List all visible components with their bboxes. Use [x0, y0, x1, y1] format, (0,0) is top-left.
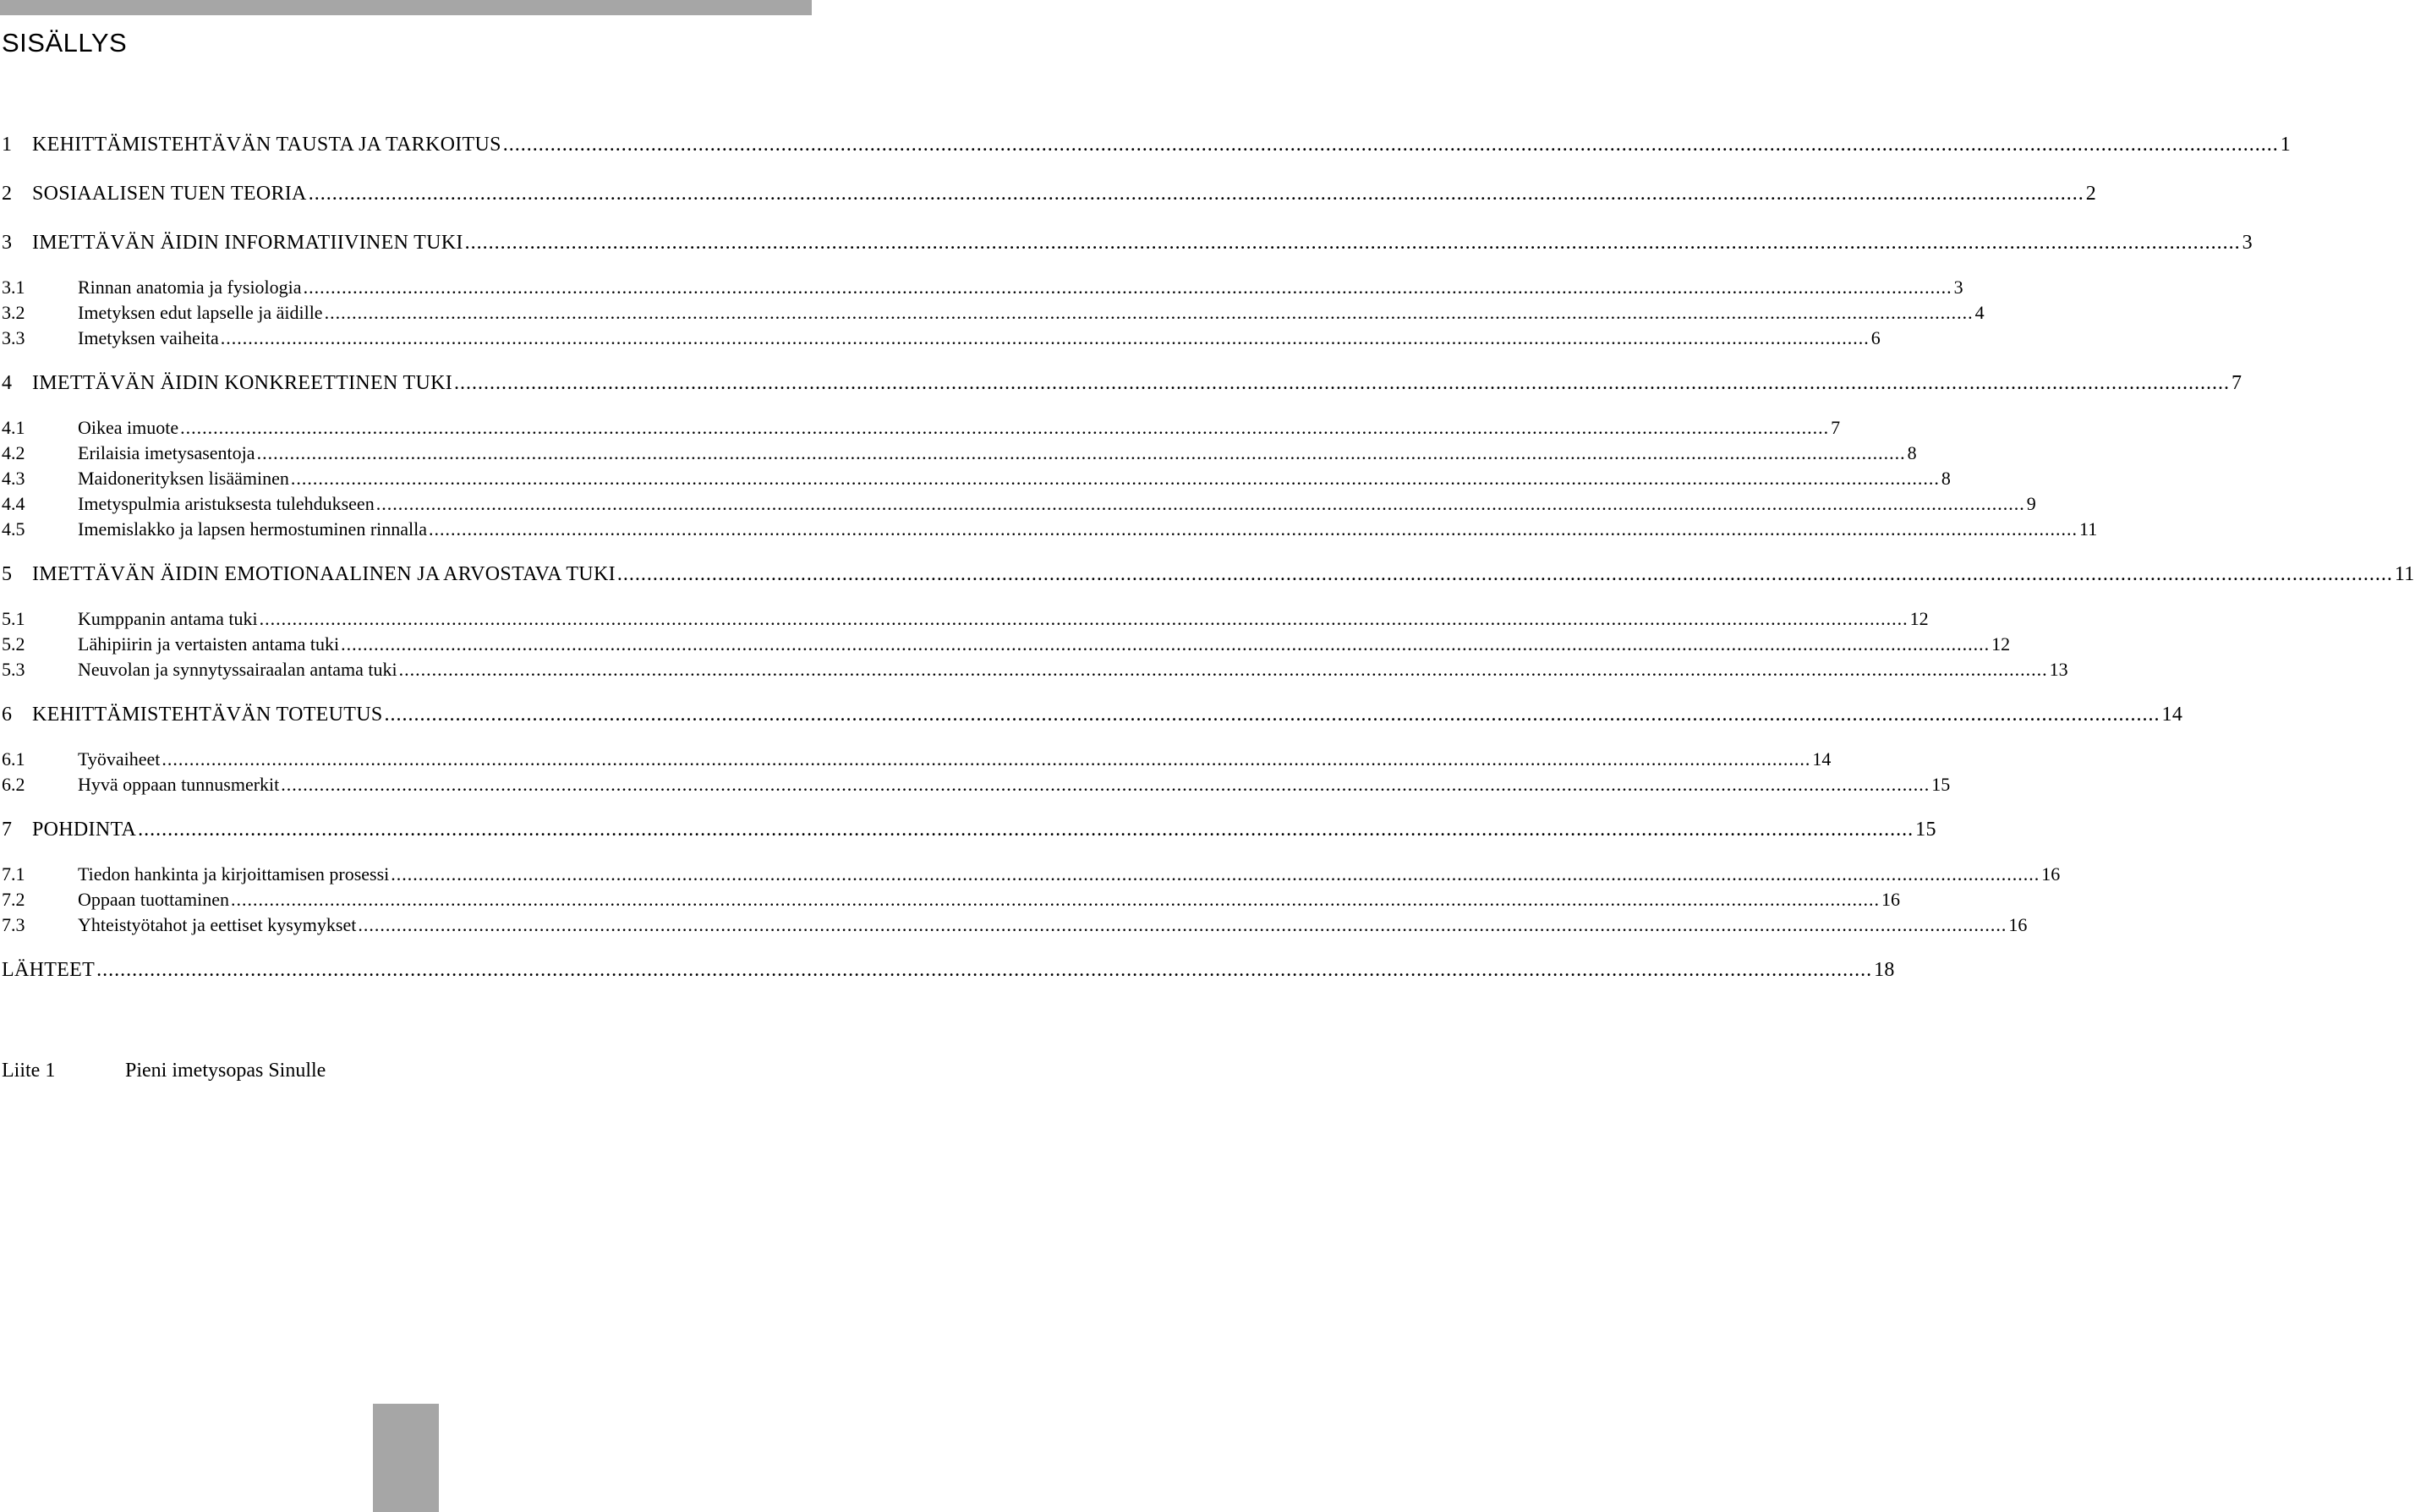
toc-entry[interactable]	[2, 181, 2096, 206]
toc-entry[interactable]	[2, 274, 1963, 299]
toc-entry-title: LÄHTEET	[2, 959, 96, 981]
toc-entry-number: 4.5	[2, 518, 25, 540]
toc-entry[interactable]	[2, 414, 1841, 440]
toc-entry[interactable]	[2, 132, 2292, 157]
toc-entry-number: 5.1	[2, 608, 25, 629]
toc-entry-page-number: 18	[1874, 959, 1895, 981]
toc-entry[interactable]	[2, 702, 2183, 727]
toc-entry-page-number: 7	[2232, 372, 2242, 394]
toc-entry-page-number: 7	[1831, 417, 1841, 438]
appendix-label: Liite 1	[2, 1060, 56, 1082]
toc-entry-number: 3.3	[2, 327, 25, 348]
toc-entry[interactable]	[2, 465, 1951, 490]
toc-entry-number: 2	[2, 183, 13, 205]
toc-entry[interactable]	[2, 562, 2415, 587]
toc-entry-number: 3.2	[2, 302, 25, 323]
toc-entry-number: 7.2	[2, 889, 25, 910]
toc-dot-leader: ............................................................................................................................................................................................................................................................................................................	[138, 819, 1914, 841]
toc-entry-title: POHDINTA	[32, 819, 137, 841]
toc-entry-title: Rinnan anatomia ja fysiologia	[78, 277, 302, 298]
toc-entry-page-number: 15	[1915, 819, 1936, 841]
toc-entry-title: Tiedon hankinta ja kirjoittamisen prosessi	[78, 863, 390, 885]
toc-entry-page-number: 15	[1931, 774, 1951, 795]
toc-entry-number: 4.2	[2, 442, 25, 463]
toc-dot-leader: ............................................................................................................................................................................................................................................................................................................	[303, 277, 1952, 298]
toc-entry[interactable]	[2, 490, 2036, 516]
bottom-page-tab	[373, 1404, 439, 1512]
toc-entry-number: 5.2	[2, 633, 25, 655]
toc-entry-page-number: 14	[2161, 704, 2183, 726]
appendix-line	[2, 1058, 326, 1083]
toc-entry-page-number: 3	[1953, 277, 1963, 298]
toc-entry-page-number: 6	[1870, 327, 1881, 348]
toc-entry-number: 4.3	[2, 468, 25, 489]
toc-entry[interactable]	[2, 886, 1901, 912]
toc-entry-number: 6.1	[2, 748, 25, 770]
toc-dot-leader: ............................................................................................................................................................................................................................................................................................................	[341, 633, 1991, 655]
toc-entry-number: 4	[2, 372, 13, 394]
toc-entry[interactable]	[2, 861, 2061, 886]
toc-entry-number: 1	[2, 134, 13, 156]
toc-entry-page-number: 12	[1991, 633, 2011, 655]
toc-dot-leader: ............................................................................................................................................................................................................................................................................................................	[384, 704, 2160, 726]
toc-entry-number: 3.1	[2, 277, 25, 298]
toc-entry-page-number: 8	[1907, 442, 1917, 463]
toc-dot-leader: ............................................................................................................................................................................................................................................................................................................	[324, 302, 1974, 323]
toc-entry-title: KEHITTÄMISTEHTÄVÄN TAUSTA JA TARKOITUS	[32, 134, 501, 156]
toc-dot-leader: ............................................................................................................................................................................................................................................................................................................	[454, 372, 2230, 394]
toc-dot-leader: ............................................................................................................................................................................................................................................................................................................	[96, 959, 1873, 981]
toc-entry-number: 5	[2, 563, 13, 585]
toc-entry-number: 5.3	[2, 659, 25, 680]
toc-dot-leader: ............................................................................................................................................................................................................................................................................................................	[502, 134, 2279, 156]
toc-dot-leader: ............................................................................................................................................................................................................................................................................................................	[290, 468, 1940, 489]
toc-entry[interactable]	[2, 771, 1951, 797]
toc-entry-number: 4.1	[2, 417, 25, 438]
toc-entry-page-number: 9	[2026, 493, 2036, 514]
toc-entry-page-number: 16	[1881, 889, 1901, 910]
toc-entry-page-number: 16	[2041, 863, 2061, 885]
toc-dot-leader: ............................................................................................................................................................................................................................................................................................................	[180, 417, 1830, 438]
toc-entry[interactable]	[2, 516, 2098, 541]
toc-entry-title: Oppaan tuottaminen	[78, 889, 230, 910]
toc-entry-title: Imetyksen vaiheita	[78, 327, 219, 348]
toc-entry-title: Kumppanin antama tuki	[78, 608, 258, 629]
toc-entry-title: Neuvolan ja synnytyssairaalan antama tuki	[78, 659, 397, 680]
toc-entry[interactable]	[2, 912, 2028, 937]
toc-dot-leader: ............................................................................................................................................................................................................................................................................................................	[256, 442, 1906, 463]
toc-entry[interactable]	[2, 605, 1929, 631]
toc-entry[interactable]	[2, 746, 1832, 771]
toc-entry-number: 3	[2, 232, 13, 254]
toc-entry-title: IMETTÄVÄN ÄIDIN EMOTIONAALINEN JA ARVOSTAVA TUKI	[32, 563, 616, 585]
toc-dot-leader: ............................................................................................................................................................................................................................................................................................................	[616, 563, 2393, 585]
toc-entry-number: 7.3	[2, 914, 25, 935]
toc-entry-number: 7	[2, 819, 13, 841]
toc-dot-leader: ............................................................................................................................................................................................................................................................................................................	[429, 518, 2078, 540]
toc-entry-number: 7.1	[2, 863, 25, 885]
toc-entry-title: Hyvä oppaan tunnusmerkit	[78, 774, 280, 795]
appendix-title: Pieni imetysopas Sinulle	[125, 1060, 326, 1082]
toc-entry-page-number: 14	[1812, 748, 1832, 770]
toc-entry[interactable]	[2, 817, 1936, 842]
toc-dot-leader: ............................................................................................................................................................................................................................................................................................................	[391, 863, 2040, 885]
toc-dot-leader: ............................................................................................................................................................................................................................................................................................................	[231, 889, 1881, 910]
toc-entry-page-number: 8	[1941, 468, 1951, 489]
toc-dot-leader: ............................................................................................................................................................................................................................................................................................................	[259, 608, 1908, 629]
toc-entry-title: SOSIAALISEN TUEN TEORIA	[32, 183, 307, 205]
toc-dot-leader: ............................................................................................................................................................................................................................................................................................................	[375, 493, 2025, 514]
toc-dot-leader: ............................................................................................................................................................................................................................................................................................................	[398, 659, 2048, 680]
toc-entry-title: Oikea imuote	[78, 417, 179, 438]
toc-entry-number: 6	[2, 704, 13, 726]
toc-entry-page-number: 3	[2242, 232, 2253, 254]
toc-entry-page-number: 4	[1974, 302, 1985, 323]
toc-entry-title: Maidonerityksen lisääminen	[78, 468, 289, 489]
toc-entry[interactable]	[2, 957, 1895, 983]
toc-entry-title: Työvaiheet	[78, 748, 161, 770]
toc-entry[interactable]	[2, 440, 1917, 465]
toc-entry[interactable]	[2, 230, 2253, 255]
toc-entry-title: Erilaisia imetysasentoja	[78, 442, 255, 463]
page-title: SISÄLLYS	[2, 28, 128, 58]
toc-dot-leader: ............................................................................................................................................................................................................................................................................................................	[220, 327, 1870, 348]
toc-dot-leader: ............................................................................................................................................................................................................................................................................................................	[308, 183, 2084, 205]
top-decorative-bar	[0, 0, 812, 15]
toc-entry[interactable]	[2, 656, 2068, 682]
toc-entry-page-number: 1	[2280, 134, 2292, 156]
toc-entry[interactable]	[2, 325, 1881, 350]
toc-dot-leader: ............................................................................................................................................................................................................................................................................................................	[281, 774, 1930, 795]
toc-entry[interactable]	[2, 299, 1985, 325]
toc-dot-leader: ............................................................................................................................................................................................................................................................................................................	[162, 748, 1811, 770]
toc-entry-page-number: 13	[2049, 659, 2068, 680]
toc-entry-title: Lähipiirin ja vertaisten antama tuki	[78, 633, 340, 655]
toc-entry-page-number: 11	[2394, 563, 2415, 585]
toc-entry-number: 6.2	[2, 774, 25, 795]
toc-entry[interactable]	[2, 631, 2011, 656]
toc-entry-page-number: 16	[2008, 914, 2028, 935]
toc-dot-leader: ............................................................................................................................................................................................................................................................................................................	[464, 232, 2241, 254]
toc-entry-number: 4.4	[2, 493, 25, 514]
toc-entry-page-number: 11	[2079, 518, 2098, 540]
toc-entry-title: Imetyksen edut lapselle ja äidille	[78, 302, 323, 323]
toc-entry[interactable]	[2, 370, 2242, 396]
toc-entry-page-number: 12	[1909, 608, 1929, 629]
toc-entry-title: Imemislakko ja lapsen hermostuminen rinnalla	[78, 518, 428, 540]
toc-entry-title: IMETTÄVÄN ÄIDIN KONKREETTINEN TUKI	[32, 372, 452, 394]
toc-dot-leader: ............................................................................................................................................................................................................................................................................................................	[358, 914, 2007, 935]
toc-entry-title: Yhteistyötahot ja eettiset kysymykset	[78, 914, 357, 935]
toc-entry-title: IMETTÄVÄN ÄIDIN INFORMATIIVINEN TUKI	[32, 232, 463, 254]
toc-entry-title: KEHITTÄMISTEHTÄVÄN TOTEUTUS	[32, 704, 383, 726]
toc-entry-title: Imetyspulmia aristuksesta tulehdukseen	[78, 493, 375, 514]
toc-entry-page-number: 2	[2085, 183, 2096, 205]
